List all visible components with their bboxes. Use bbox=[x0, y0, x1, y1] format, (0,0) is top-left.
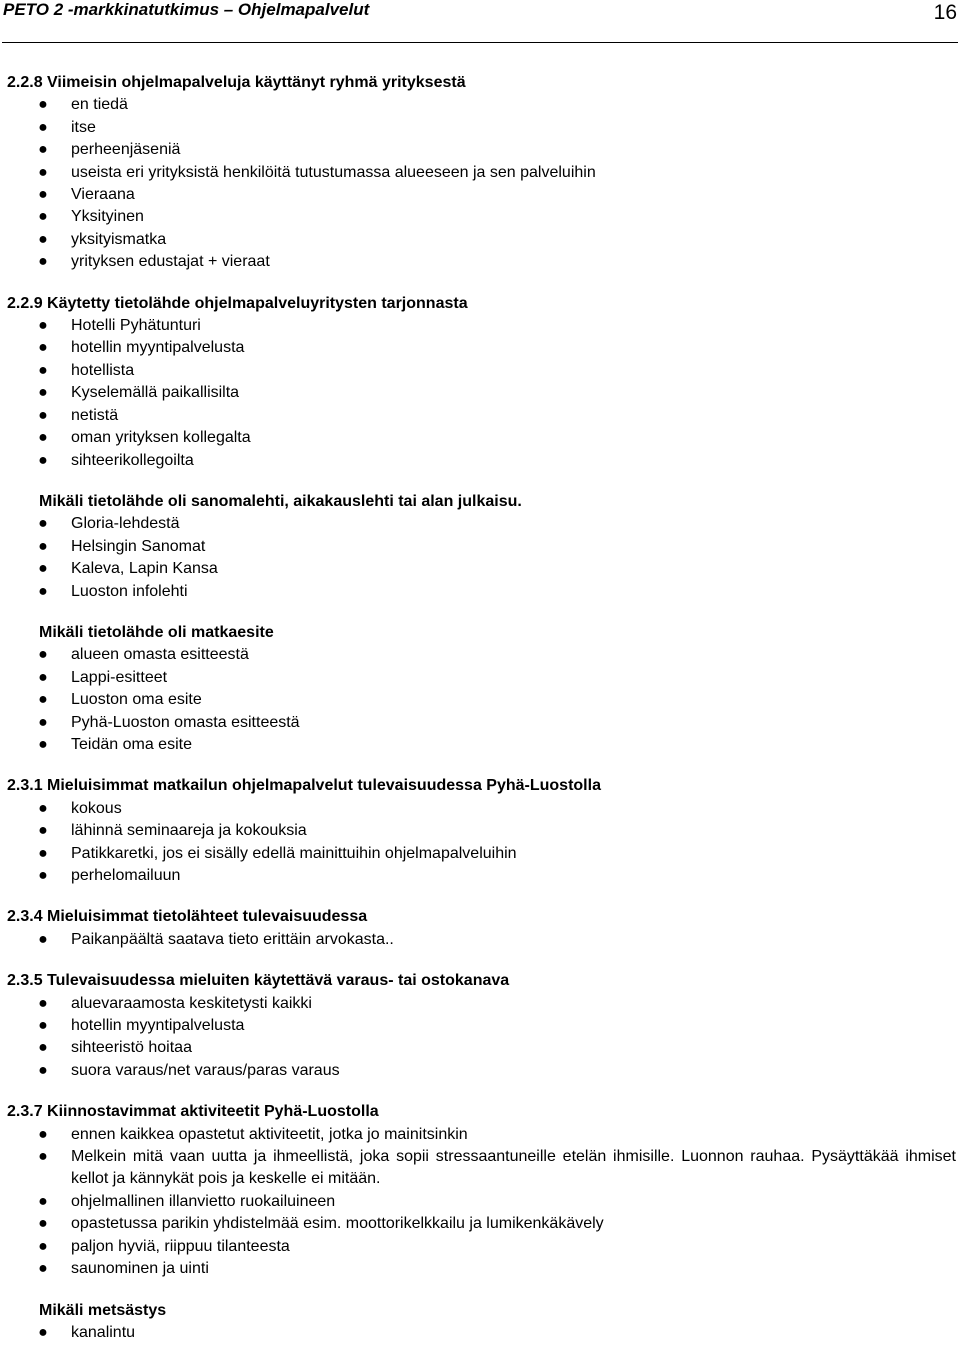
section-hunting bbox=[0, 1300, 960, 1345]
list-item: ● yksityismatka bbox=[0, 229, 960, 251]
bullet-icon: ● bbox=[38, 822, 48, 840]
list-item: ● hotellin myyntipalvelusta bbox=[0, 1015, 960, 1037]
bullet-list bbox=[0, 929, 960, 951]
bullet-icon: ● bbox=[38, 537, 48, 555]
list-item: ● suora varaus/net varaus/paras varaus bbox=[0, 1060, 960, 1082]
section-heading: Mikäli tietolähde oli matkaesite bbox=[39, 623, 274, 641]
bullet-icon: ● bbox=[38, 515, 48, 533]
bullet-icon: ● bbox=[38, 799, 48, 817]
bullet-list bbox=[0, 1322, 960, 1344]
bullet-icon: ● bbox=[38, 339, 48, 357]
bullet-icon: ● bbox=[38, 96, 48, 114]
bullet-icon: ● bbox=[38, 1148, 48, 1166]
list-item: ● Helsingin Sanomat bbox=[0, 536, 960, 558]
list-item: ● hotellin myyntipalvelusta bbox=[0, 337, 960, 359]
bullet-icon: ● bbox=[38, 384, 48, 402]
bullet-list bbox=[0, 94, 960, 273]
bullet-icon: ● bbox=[38, 253, 48, 271]
section-2-2-8 bbox=[0, 72, 960, 274]
document-title: PETO 2 -markkinatutkimus – Ohjelmapalvelut bbox=[3, 0, 370, 19]
list-item: ● saunominen ja uinti bbox=[0, 1258, 960, 1280]
bullet-list bbox=[0, 315, 960, 472]
bullet-list bbox=[0, 993, 960, 1083]
bullet-list bbox=[0, 1124, 960, 1281]
list-item: ● itse bbox=[0, 117, 960, 139]
list-item: ● Luoston infolehti bbox=[0, 581, 960, 603]
bullet-icon: ● bbox=[38, 163, 48, 181]
list-item: ● Teidän oma esite bbox=[0, 734, 960, 756]
list-item: ● lähinnä seminaareja ja kokouksia bbox=[0, 820, 960, 842]
bullet-icon: ● bbox=[38, 1323, 48, 1341]
section-heading: 2.2.9 Käytetty tietolähde ohjelmapalveluyritysten tarjonnasta bbox=[7, 294, 468, 312]
bullet-icon: ● bbox=[38, 1125, 48, 1143]
section-heading: Mikäli metsästys bbox=[39, 1301, 167, 1319]
bullet-icon: ● bbox=[38, 867, 48, 884]
list-item: ● Kaleva, Lapin Kansa bbox=[0, 558, 960, 580]
list-item: ● en tiedä bbox=[0, 94, 960, 116]
bullet-icon: ● bbox=[38, 1061, 48, 1079]
section-heading: 2.3.1 Mieluisimmat matkailun ohjelmapalvelut tulevaisuudessa Pyhä-Luostolla bbox=[7, 777, 601, 795]
list-item: ● Gloria-lehdestä bbox=[0, 513, 960, 535]
section-2-2-9 bbox=[0, 293, 960, 472]
bullet-icon: ● bbox=[38, 429, 48, 447]
bullet-icon: ● bbox=[38, 930, 48, 948]
list-item: ● Melkein mitä vaan uutta ja ihmeellistä, joka sopii stressaantuneille etelän ihmisille. Luonnon rauhaa. Pysäyttäkää ihmiset kellot ja kännykät pois ja keskelle ei mitään. bbox=[38, 1148, 956, 1188]
list-item: ● hotellista bbox=[0, 360, 960, 382]
header-divider bbox=[2, 42, 958, 43]
list-item: ● useista eri yrityksistä henkilöitä tutustumassa alueeseen ja sen palveluihin bbox=[0, 162, 960, 184]
bullet-icon: ● bbox=[38, 361, 48, 379]
bullet-list bbox=[0, 798, 960, 888]
bullet-icon: ● bbox=[38, 1039, 48, 1057]
list-item: ● Lappi-esitteet bbox=[0, 667, 960, 689]
bullet-icon: ● bbox=[38, 735, 48, 753]
list-item: ● ennen kaikkea opastetut aktiviteetit, jotka jo mainitsinkin bbox=[0, 1124, 960, 1146]
bullet-icon: ● bbox=[38, 317, 48, 335]
list-item: ● Hotelli Pyhätunturi bbox=[0, 315, 960, 337]
list-item: ● aluevaraamosta keskitetysti kaikki bbox=[0, 993, 960, 1015]
section-2-3-4 bbox=[0, 906, 960, 951]
section-2-3-7 bbox=[0, 1101, 960, 1280]
list-item: ● kanalintu bbox=[0, 1322, 960, 1344]
bullet-icon: ● bbox=[38, 406, 48, 424]
bullet-icon: ● bbox=[38, 451, 48, 469]
bullet-icon: ● bbox=[38, 1215, 48, 1233]
list-item: ● Vieraana bbox=[0, 184, 960, 206]
bullet-icon: ● bbox=[38, 994, 48, 1012]
bullet-icon: ● bbox=[38, 141, 48, 159]
list-item: ● Patikkaretki, jos ei sisälly edellä mainittuihin ohjelmapalveluihin bbox=[0, 843, 960, 865]
bullet-icon: ● bbox=[38, 230, 48, 248]
section-2-3-1 bbox=[0, 775, 960, 887]
page-header bbox=[0, 0, 960, 44]
list-item: ● alueen omasta esitteestä bbox=[0, 644, 960, 666]
list-item: ● paljon hyviä, riippuu tilanteesta bbox=[0, 1236, 960, 1258]
document-body bbox=[0, 72, 960, 1344]
bullet-icon: ● bbox=[38, 691, 48, 709]
bullet-icon: ● bbox=[38, 646, 48, 664]
list-item: ● Paikanpäältä saatava tieto erittäin arvokasta.. bbox=[0, 929, 960, 951]
bullet-icon: ● bbox=[38, 1192, 48, 1210]
bullet-icon: ● bbox=[38, 844, 48, 862]
section-heading: Mikäli tietolähde oli sanomalehti, aikakauslehti tai alan julkaisu. bbox=[39, 492, 522, 510]
bullet-icon: ● bbox=[38, 1017, 48, 1035]
list-item: ● Yksityinen bbox=[0, 206, 960, 228]
bullet-list bbox=[0, 513, 960, 603]
bullet-icon: ● bbox=[38, 208, 48, 226]
list-item: ● oman yrityksen kollegalta bbox=[0, 427, 960, 449]
section-heading: 2.2.8 Viimeisin ohjelmapalveluja käyttänyt ryhmä yrityksestä bbox=[7, 74, 466, 91]
list-item: ● opastetussa parikin yhdistelmää esim. moottorikelkkailu ja lumikenkäkävely bbox=[0, 1213, 960, 1235]
bullet-icon: ● bbox=[38, 713, 48, 731]
bullet-icon: ● bbox=[38, 582, 48, 600]
list-item: ● sihteerikollegoilta bbox=[0, 450, 960, 472]
section-newspaper-source bbox=[0, 491, 960, 603]
list-item: ● perhelomailuun bbox=[0, 865, 960, 887]
bullet-list bbox=[0, 644, 960, 756]
list-item: ● Luoston oma esite bbox=[0, 689, 960, 711]
list-item: ● yrityksen edustajat + vieraat bbox=[0, 251, 960, 273]
bullet-icon: ● bbox=[38, 118, 48, 136]
list-item: ● ohjelmallinen illanvietto ruokailuineen bbox=[0, 1191, 960, 1213]
list-item: ● perheenjäseniä bbox=[0, 139, 960, 161]
bullet-icon: ● bbox=[38, 560, 48, 578]
bullet-icon: ● bbox=[38, 1237, 48, 1255]
list-item: ● Kyselemällä paikallisilta bbox=[0, 382, 960, 404]
list-item: ● Pyhä-Luoston omasta esitteestä bbox=[0, 712, 960, 734]
section-heading: 2.3.4 Mieluisimmat tietolähteet tulevaisuudessa bbox=[7, 908, 368, 926]
section-heading: 2.3.5 Tulevaisuudessa mieluiten käytettävä varaus- tai ostokanava bbox=[7, 972, 510, 990]
bullet-icon: ● bbox=[38, 1260, 48, 1278]
list-item: ● netistä bbox=[0, 405, 960, 427]
page-number: 16 bbox=[933, 1, 957, 24]
list-item: ● sihteeristö hoitaa bbox=[0, 1037, 960, 1059]
bullet-icon: ● bbox=[38, 668, 48, 686]
list-item: ● kokous bbox=[0, 798, 960, 820]
bullet-icon: ● bbox=[38, 186, 48, 204]
section-2-3-5 bbox=[0, 970, 960, 1082]
section-heading: 2.3.7 Kiinnostavimmat aktiviteetit Pyhä-Luostolla bbox=[7, 1103, 379, 1121]
section-brochure-source bbox=[0, 622, 960, 756]
